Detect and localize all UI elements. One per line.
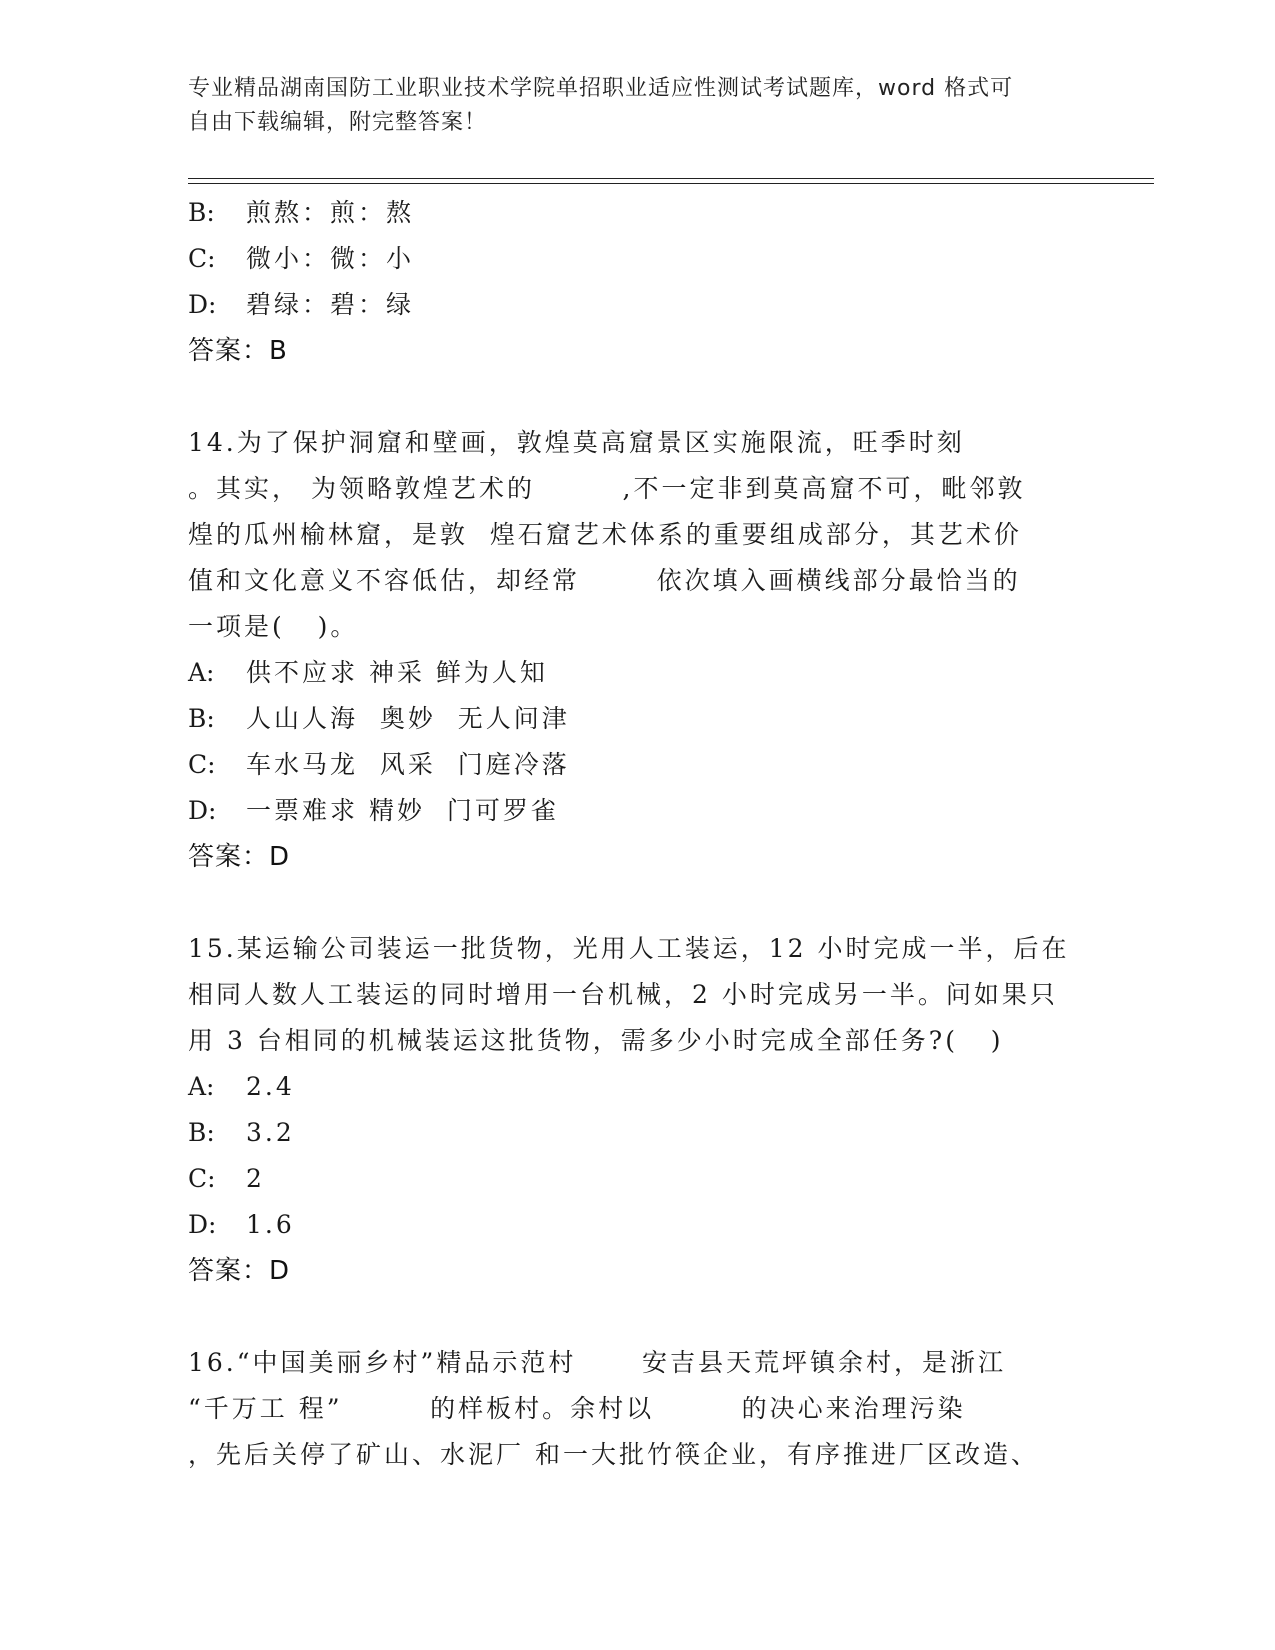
page-header xyxy=(188,72,1068,140)
option-text: 碧绿：碧：绿 xyxy=(246,290,415,319)
option-letter: C: xyxy=(188,750,216,779)
answer-label: 答案：B xyxy=(188,336,288,366)
question-13 xyxy=(188,190,1088,374)
option-letter: A: xyxy=(188,658,215,687)
option-d xyxy=(188,282,1088,328)
option-text: 2.4 xyxy=(246,1072,295,1101)
question-text-line: 16.“中国美丽乡村”精品示范村 安吉县天荒坪镇余村，是浙江 xyxy=(188,1348,1007,1377)
header-rule-bottom xyxy=(188,183,1154,184)
option-letter: C: xyxy=(188,1164,216,1193)
option-text: 一票难求 精妙 门可罗雀 xyxy=(246,796,559,825)
document-body xyxy=(188,190,1088,1478)
option-letter: B: xyxy=(188,1118,215,1147)
option-b xyxy=(188,696,1088,742)
option-text: 车水马龙 风采 门庭冷落 xyxy=(246,750,570,779)
option-text: 1.6 xyxy=(246,1210,295,1239)
question-text-line: 。其实， 为领略敦煌艺术的 ,不一定非到莫高窟不可，毗邻敦 xyxy=(188,474,1026,503)
option-d xyxy=(188,1202,1088,1248)
option-text: 3.2 xyxy=(246,1118,295,1147)
question-15 xyxy=(188,926,1088,1294)
option-letter: D: xyxy=(188,290,217,319)
question-text-line: 相同人数人工装运的同时增用一台机械，2 小时完成另一半。问如果只 xyxy=(188,980,1058,1009)
option-c xyxy=(188,1156,1088,1202)
option-c xyxy=(188,742,1088,788)
option-letter: D: xyxy=(188,1210,217,1239)
question-text-line: “千万工 程” 的样板村。余村以 的决心来治理污染 xyxy=(188,1394,966,1423)
question-text-line: 用 3 台相同的机械装运这批货物，需多少小时完成全部任务?( ) xyxy=(188,1026,1004,1055)
question-text-line: 14.为了保护洞窟和壁画，敦煌莫高窟景区实施限流，旺季时刻 xyxy=(188,428,965,457)
option-a xyxy=(188,1064,1088,1110)
option-b xyxy=(188,1110,1088,1156)
option-text: 2 xyxy=(246,1164,265,1193)
option-letter: B: xyxy=(188,704,215,733)
option-d xyxy=(188,788,1088,834)
option-text: 供不应求 神采 鲜为人知 xyxy=(246,658,548,687)
option-b xyxy=(188,190,1088,236)
option-letter: D: xyxy=(188,796,217,825)
option-c xyxy=(188,236,1088,282)
question-16 xyxy=(188,1340,1088,1478)
question-14 xyxy=(188,420,1088,880)
question-text-line: 煌的瓜州榆林窟，是敦 煌石窟艺术体系的重要组成部分，其艺术价 xyxy=(188,520,1022,549)
header-line-1: 专业精品湖南国防工业职业技术学院单招职业适应性测试考试题库，word 格式可 xyxy=(188,76,1014,101)
option-letter: B: xyxy=(188,198,215,227)
question-text-line: 15.某运输公司装运一批货物，光用人工装运，12 小时完成一半，后在 xyxy=(188,934,1070,963)
option-letter: A: xyxy=(188,1072,215,1101)
header-line-2: 自由下载编辑，附完整答案！ xyxy=(188,110,488,135)
option-a xyxy=(188,650,1088,696)
question-text-line: 值和文化意义不容低估，却经常 依次填入画横线部分最恰当的 xyxy=(188,566,1021,595)
question-text-line: 一项是( )。 xyxy=(188,612,359,641)
option-text: 煎熬：煎：熬 xyxy=(246,198,415,227)
question-text-line: ，先后关停了矿山、水泥厂 和一大批竹筷企业，有序推进厂区改造、 xyxy=(188,1440,1039,1469)
answer-label: 答案：D xyxy=(188,1256,291,1286)
option-text: 人山人海 奥妙 无人问津 xyxy=(246,704,570,733)
option-letter: C: xyxy=(188,244,216,273)
answer-label: 答案：D xyxy=(188,842,291,872)
header-rule-top xyxy=(188,178,1154,179)
option-text: 微小：微：小 xyxy=(246,244,415,273)
